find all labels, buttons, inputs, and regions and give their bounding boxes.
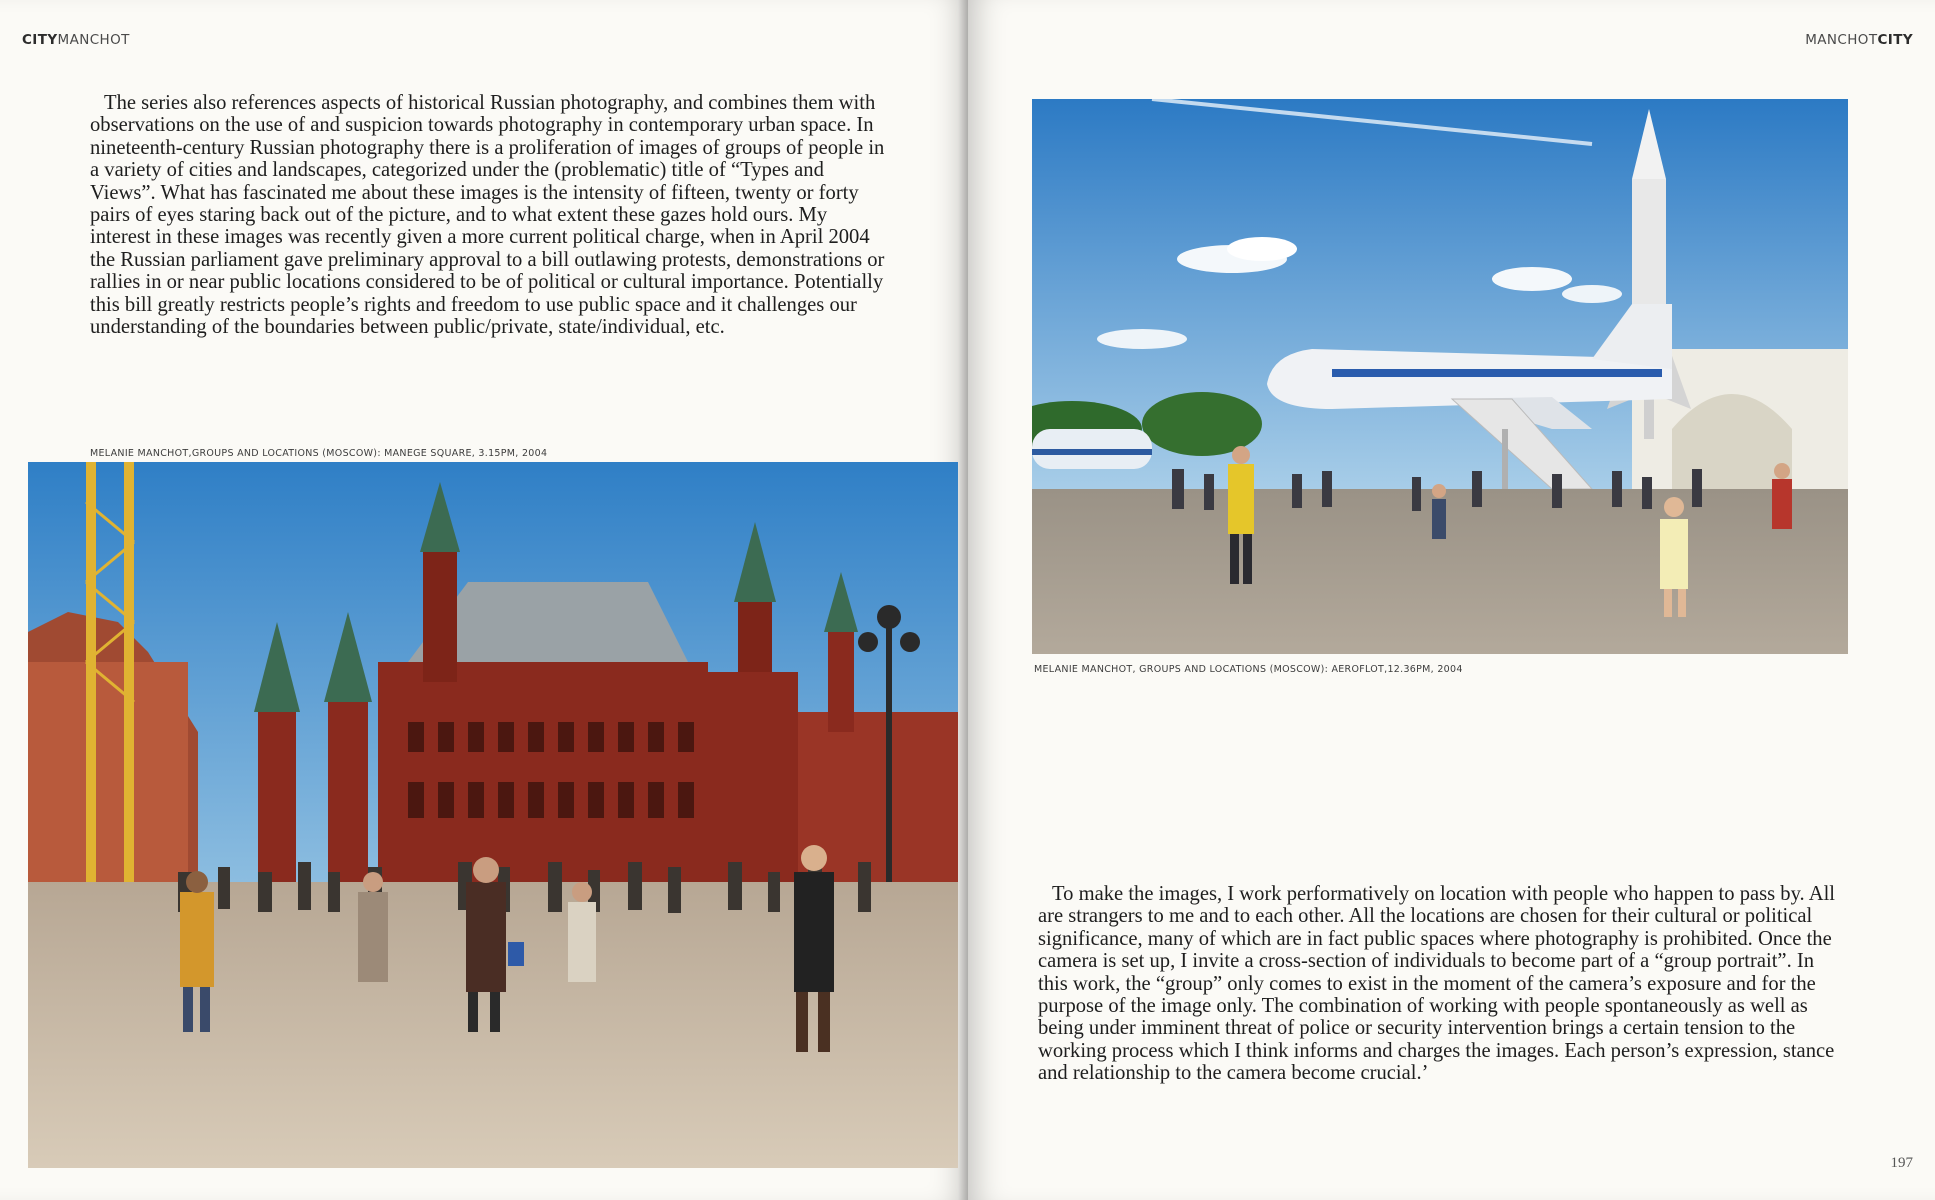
left-photo-caption: MELANIE MANCHOT,GROUPS AND LOCATIONS (MOSCOW): MANEGE SQUARE, 3.15PM, 2004 — [90, 448, 548, 459]
running-head-left — [22, 32, 130, 48]
aeroflot-illustration — [1032, 99, 1848, 654]
running-head-regular: MANCHOT — [57, 32, 130, 48]
manege-square-photo — [28, 462, 958, 1168]
running-head-bold: CITY — [22, 32, 58, 48]
aeroflot-photo — [1032, 99, 1848, 654]
right-photo-caption: MELANIE MANCHOT, GROUPS AND LOCATIONS (MOSCOW): AEROFLOT,12.36PM, 2004 — [1034, 664, 1463, 675]
page-number: 197 — [1890, 1155, 1913, 1171]
running-head-regular: MANCHOT — [1805, 32, 1878, 48]
right-body-paragraph: To make the images, I work performatively on location with people who happen to pass by. All are strangers to me and to each other. All the locations are chosen for their cultural or political significance, many of which are in fact public spaces where photography is prohibited. Once the camera is set up, I invite a cross-section of individuals to become part of a “group portrait”. In this work, the “group” only comes to exist in the moment of the camera’s exposure and for the purpose of the image only. The combination of working with people spontaneously as well as being under imminent threat of police or security intervention brings a certain tension to the working process which I think informs and charges the images. Each person’s expression, stance and relationship to the camera become crucial.’ — [1038, 883, 1836, 1085]
manege-square-illustration — [28, 462, 958, 1168]
running-head-bold: CITY — [1877, 32, 1913, 48]
left-body-paragraph: The series also references aspects of historical Russian photography, and combines them with observations on the use of and suspicion towards photography in contemporary urban space. In nineteenth-century Russian photography there is a proliferation of images of groups of people in a variety of cities and landscapes, categorized under the (problematic) title of “Types and Views”. What has fascinated me about these images is the intensity of fifteen, twenty or forty pairs of eyes staring back out of the picture, and to what extent these gazes hold ours. My interest in these images was recently given a more current political charge, when in April 2004 the Russian parliament gave preliminary approval to a bill outlawing protests, demonstrations or rallies in or near public locations considered to be of political or cultural importance. Potentially this bill greatly restricts people’s rights and freedom to use public space and it challenges our understanding of the boundaries between public/private, state/individual, etc. — [90, 92, 885, 339]
running-head-right — [1805, 32, 1913, 48]
